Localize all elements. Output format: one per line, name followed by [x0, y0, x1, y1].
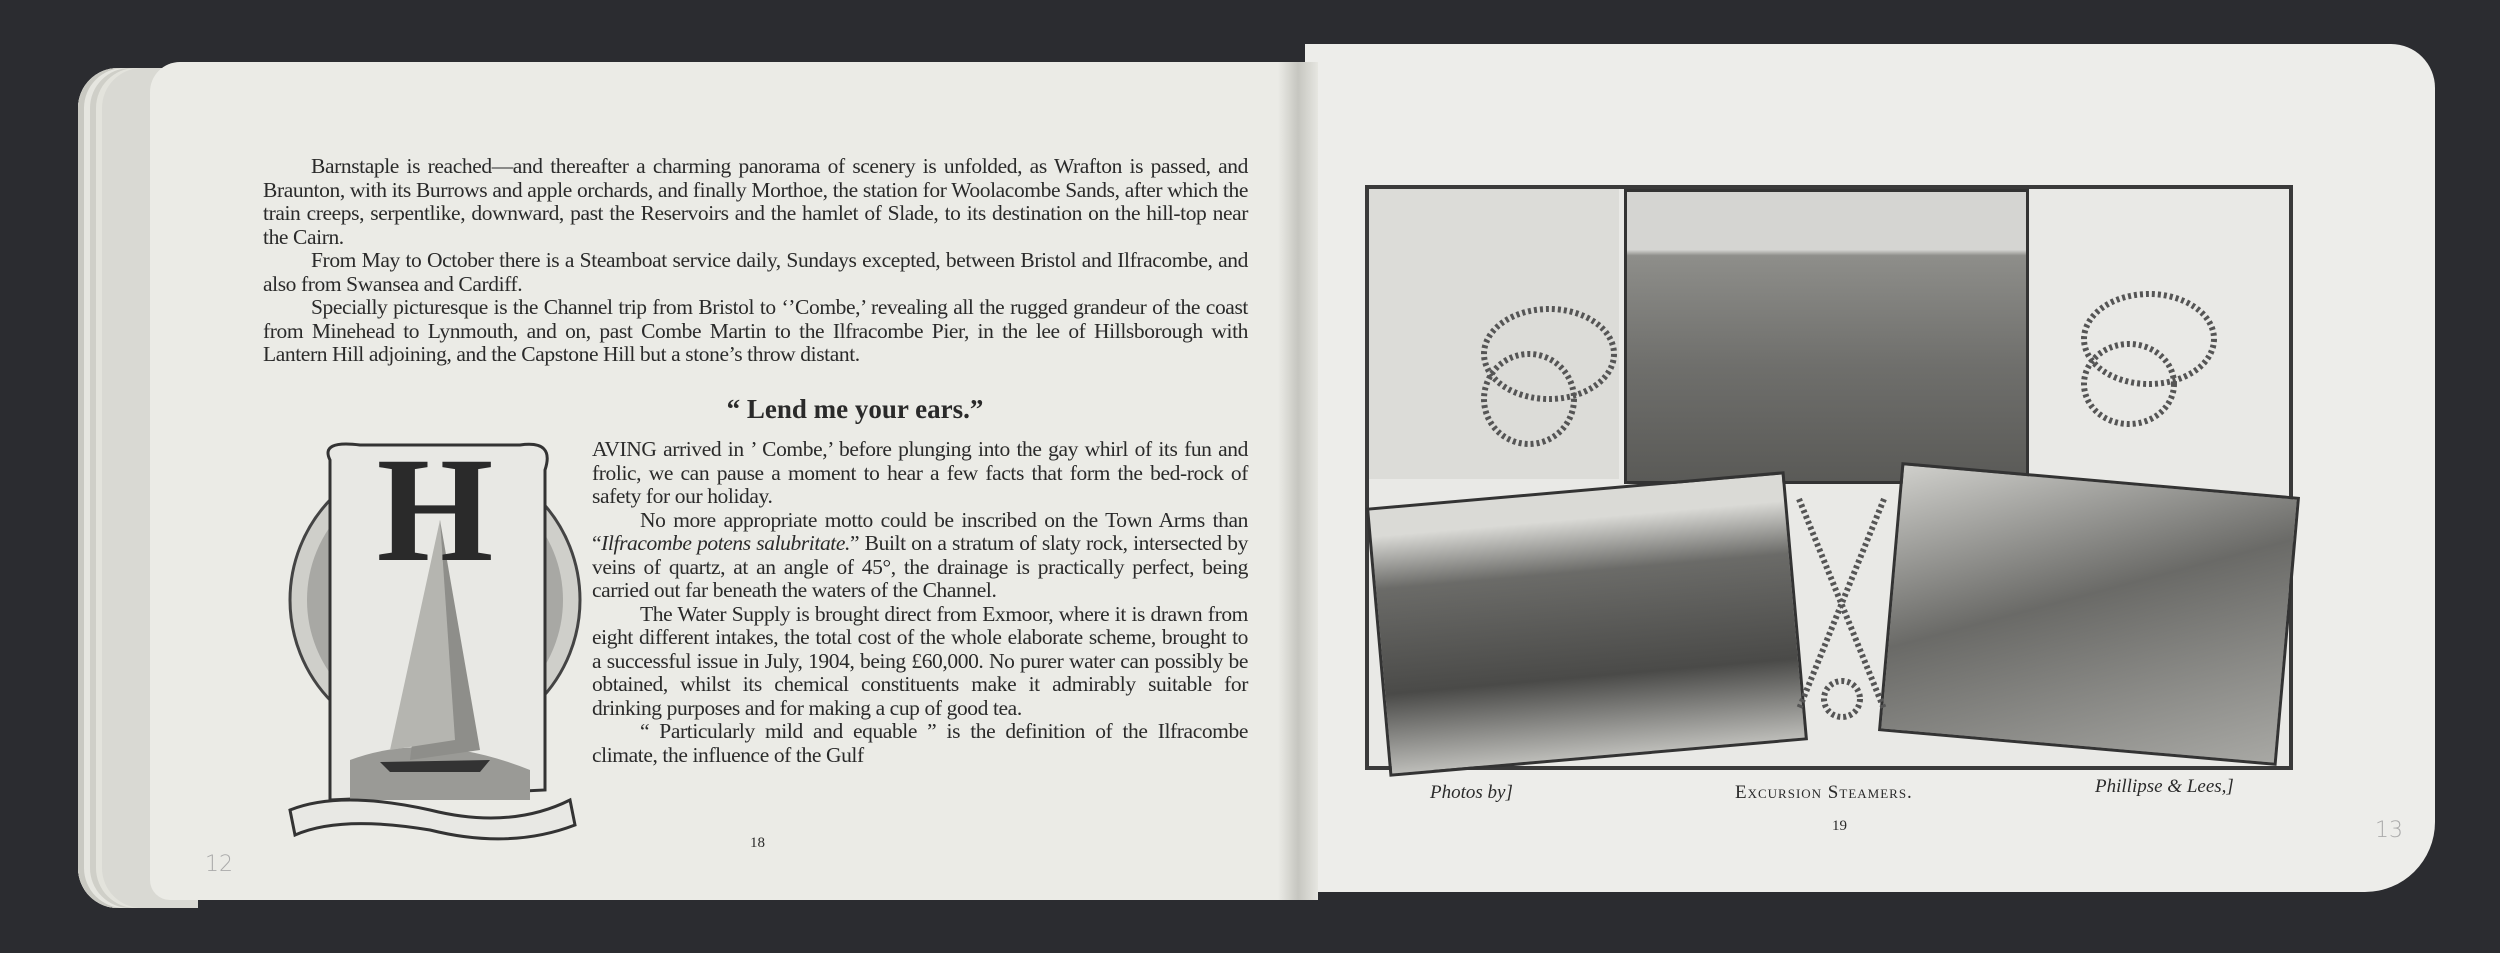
pencil-folio: 12 [205, 852, 233, 877]
section-text [592, 438, 1248, 767]
paragraph: The Water Supply is brought direct from Exmoor, where it is drawn from eight different intakes, the total cost of the whole elaborate scheme, brought to a successful issue in July, 1904, being £60,000. No purer water can possibly be obtained, whilst its chemical constituents make it admirably suitable for drinking purposes and for making a cup of good tea. [592, 601, 1248, 720]
photo-collage [1365, 185, 2293, 770]
page-number: 18 [750, 835, 765, 851]
photo-credit-right: Phillipse & Lees,] [2095, 776, 2234, 797]
text: ” Built on a stratum of slaty rock, intersected by veins of quartz, at an angle of 45°, the drainage is practically perfect, being carried out far beneath the waters of the Channel. [592, 531, 1248, 602]
rope-decoration [1369, 189, 2289, 769]
section-heading: “ Lend me your ears.” [726, 394, 984, 424]
paragraph: Specially picturesque is the Channel trip from Bristol to ‘’Combe,’ revealing all the rugged grandeur of the coast from Minehead to Lynmouth, and on, past Combe Martin to the Ilfracombe Pier, in the lee of Hillsborough with Lantern Hill adjoining, and the Capstone Hill but a stone’s throw distant. [263, 295, 1248, 366]
paragraph: From May to October there is a Steamboat service daily, Sundays excepted, between Bristol and Ilfracombe, and also from Swansea and Cardiff. [263, 248, 1248, 296]
paragraph: Barnstaple is reached—and thereafter a charming panorama of scenery is unfolded, as Wrafton is passed, and Braunton, with its Burrows and apple orchards, and finally Morthoe, the station for Woolacombe Sands, after which the train creeps, serpentlike, downward, past the Reservoirs and the hamlet of Slade, to its destination on the hill-top near the Cairn. [263, 154, 1248, 249]
paragraph: “ Particularly mild and equable ” is the definition of the Ilfracombe climate, the influence of the Gulf [592, 719, 1248, 767]
paragraph: AVING arrived in ’ Combe,’ before plunging into the gay whirl of its fun and frolic, we can pause a moment to hear a few facts that form the bed-rock of safety for our holiday. [592, 437, 1248, 508]
drop-cap-illustration [280, 430, 590, 850]
pencil-folio: 13 [2375, 818, 2403, 843]
paragraph [592, 509, 1248, 603]
text: No more appropriate motto could be inscribed on the Town Arms than “ [592, 507, 1248, 555]
book-gutter [1278, 62, 1318, 900]
photo-caption: Excursion Steamers. [1735, 782, 1913, 803]
motto: Ilfracombe potens salubritate. [601, 531, 850, 555]
photo-credit-left: Photos by] [1430, 782, 1513, 803]
intro-text [263, 155, 1248, 367]
drop-cap-letter: H [376, 430, 494, 593]
page-number: 19 [1832, 818, 1847, 834]
